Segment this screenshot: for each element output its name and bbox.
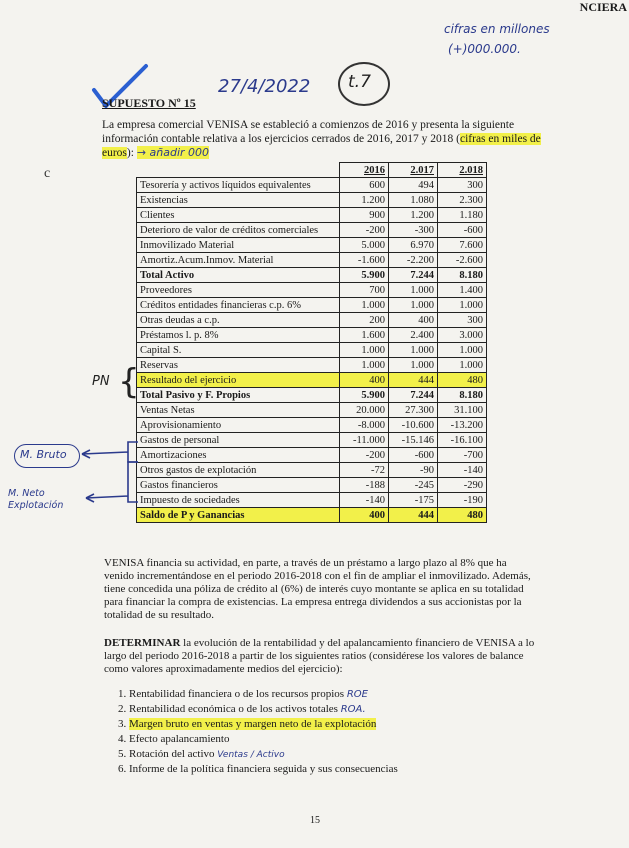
row-value: -600 <box>389 448 438 463</box>
question-number: 3. <box>118 718 127 730</box>
row-value: 1.400 <box>438 283 487 298</box>
row-value: 1.000 <box>438 343 487 358</box>
table-row <box>137 238 487 253</box>
intro-paragraph <box>102 118 542 160</box>
row-label: Clientes <box>137 208 340 223</box>
row-value: 7.600 <box>438 238 487 253</box>
row-value: 1.200 <box>389 208 438 223</box>
row-value: 1.000 <box>340 358 389 373</box>
row-value: -72 <box>340 463 389 478</box>
question-text: Efecto apalancamiento <box>129 733 230 745</box>
row-value: 1.080 <box>389 193 438 208</box>
brace-mark: { <box>118 362 140 402</box>
row-label: Amortizaciones <box>137 448 340 463</box>
row-label: Inmovilizado Material <box>137 238 340 253</box>
financial-table <box>136 162 487 523</box>
rotacion-note: Ventas / Activo <box>217 750 285 760</box>
row-label: Total Activo <box>137 268 340 283</box>
table-row <box>137 388 487 403</box>
table-row <box>137 433 487 448</box>
row-label: Tesorería y activos líquidos equivalentes <box>137 178 340 193</box>
row-value: 444 <box>389 373 438 388</box>
row-value: 480 <box>438 373 487 388</box>
row-label: Ventas Netas <box>137 403 340 418</box>
row-value: -245 <box>389 478 438 493</box>
margen-neto-note: M. Neto Explotación <box>8 488 64 511</box>
determinar-text: la evolución de la rentabilidad y del apalancamiento financiero de VENISA a lo largo del periodo 2016-2018 a partir de los siguientes ratios (considérese los valores de balance como valores aproximadamente medios del ejercicio): <box>104 637 535 675</box>
handwritten-date: 27/4/2022 <box>218 76 311 97</box>
row-value: 1.000 <box>389 343 438 358</box>
row-label: Gastos financieros <box>137 478 340 493</box>
row-value: 2.400 <box>389 328 438 343</box>
row-value: 1.000 <box>438 358 487 373</box>
row-value: 400 <box>340 508 389 523</box>
question-text: Rentabilidad económica o de los activos totales <box>129 703 338 715</box>
row-value: 8.180 <box>438 388 487 403</box>
row-value: -90 <box>389 463 438 478</box>
question-text: Informe de la política financiera seguida y sus consecuencias <box>129 763 398 775</box>
row-label: Capital S. <box>137 343 340 358</box>
row-value: -15.146 <box>389 433 438 448</box>
table-row <box>137 178 487 193</box>
row-value: 1.000 <box>389 358 438 373</box>
row-label: Total Pasivo y F. Propios <box>137 388 340 403</box>
row-label: Aprovisionamiento <box>137 418 340 433</box>
question-text: Margen bruto en ventas y margen neto de la explotación <box>129 718 377 730</box>
roe-note: ROE <box>346 689 368 700</box>
row-value: 300 <box>438 178 487 193</box>
row-value: 5.900 <box>340 388 389 403</box>
margen-bruto-note: M. Bruto <box>20 448 67 461</box>
table-row <box>137 358 487 373</box>
row-value: 27.300 <box>389 403 438 418</box>
row-value: 1.180 <box>438 208 487 223</box>
row-value: 200 <box>340 313 389 328</box>
paragraph-financing: VENISA financia su actividad, en parte, a través de un préstamo a largo plazo al 8% que ha venido incrementándose en el periodo 2016-2018 con el fin de ampliar el inmovilizado. Además, tiene concedida una póliza de crédito al (6%) de interés cuyo montante se aplica en su totalidad para financiar la compra de existencias. La empresa entrega dividendos a sus accionistas por la totalidad de su resultado. <box>104 557 531 621</box>
row-value: 1.000 <box>389 283 438 298</box>
row-value: -16.100 <box>438 433 487 448</box>
row-value: 1.600 <box>340 328 389 343</box>
row-label: Otros gastos de explotación <box>137 463 340 478</box>
margin-mark: c <box>44 166 51 181</box>
table-row <box>137 223 487 238</box>
table-header-2017: 2.017 <box>389 163 438 178</box>
table-row <box>137 208 487 223</box>
table-header-row <box>137 163 487 178</box>
row-value: -2.200 <box>389 253 438 268</box>
row-value: -175 <box>389 493 438 508</box>
row-value: 444 <box>389 508 438 523</box>
table-row <box>137 298 487 313</box>
row-value: -188 <box>340 478 389 493</box>
bracket-arrows <box>78 440 140 528</box>
row-value: 494 <box>389 178 438 193</box>
row-value: 400 <box>389 313 438 328</box>
row-value: 900 <box>340 208 389 223</box>
table-header-2016: 2016 <box>340 163 389 178</box>
question-3 <box>118 718 398 733</box>
row-value: 20.000 <box>340 403 389 418</box>
intro-text-1: La empresa comercial VENISA se estableció a comienzos de 2016 y presenta la siguiente información contable relativa a los ejercicios cerrados de 2016, 2017 y 2018 ( <box>102 119 515 145</box>
row-value: 6.970 <box>389 238 438 253</box>
table-row <box>137 508 487 523</box>
row-label: Deterioro de valor de créditos comerciales <box>137 223 340 238</box>
row-value: 1.000 <box>438 298 487 313</box>
table-row <box>137 373 487 388</box>
row-value: 7.244 <box>389 268 438 283</box>
row-value: -10.600 <box>389 418 438 433</box>
table-row <box>137 478 487 493</box>
page-number: 15 <box>310 815 320 826</box>
row-value: -190 <box>438 493 487 508</box>
row-value: -200 <box>340 448 389 463</box>
row-value: 3.000 <box>438 328 487 343</box>
row-value: 300 <box>438 313 487 328</box>
question-number: 4. <box>118 733 127 745</box>
question-text: Rentabilidad financiera o de los recursos propios <box>129 688 345 700</box>
table-row <box>137 493 487 508</box>
row-label: Resultado del ejercicio <box>137 373 340 388</box>
question-2 <box>118 703 398 718</box>
note-cifras-millones: cifras en millones <box>444 22 550 36</box>
row-value: -11.000 <box>340 433 389 448</box>
paragraph-determinar <box>104 637 536 676</box>
question-number: 5. <box>118 748 127 760</box>
row-value: -1.600 <box>340 253 389 268</box>
row-value: 1.200 <box>340 193 389 208</box>
row-value: 1.000 <box>340 343 389 358</box>
row-value: 700 <box>340 283 389 298</box>
question-number: 1. <box>118 688 127 700</box>
table-row <box>137 463 487 478</box>
questions-list <box>118 688 398 778</box>
question-number: 2. <box>118 703 127 715</box>
row-value: -700 <box>438 448 487 463</box>
row-label: Otras deudas a c.p. <box>137 313 340 328</box>
exercise-title: SUPUESTO Nº 15 <box>102 96 196 110</box>
row-value: 1.000 <box>340 298 389 313</box>
table-row <box>137 253 487 268</box>
table-header-2018: 2.018 <box>438 163 487 178</box>
row-label: Préstamos l. p. 8% <box>137 328 340 343</box>
table-row <box>137 193 487 208</box>
row-value: -2.600 <box>438 253 487 268</box>
row-label: Créditos entidades financieras c.p. 6% <box>137 298 340 313</box>
row-label: Impuesto de sociedades <box>137 493 340 508</box>
question-5 <box>118 748 398 763</box>
row-value: -300 <box>389 223 438 238</box>
row-label: Saldo de P y Ganancias <box>137 508 340 523</box>
intro-highlight: cifras en miles de euros <box>102 133 541 159</box>
pn-label: PN <box>92 374 110 389</box>
row-value: 7.244 <box>389 388 438 403</box>
row-label: Gastos de personal <box>137 433 340 448</box>
row-value: 5.900 <box>340 268 389 283</box>
row-value: 1.000 <box>389 298 438 313</box>
row-value: 5.000 <box>340 238 389 253</box>
roa-note: ROA. <box>340 704 366 715</box>
determinar-lead: DETERMINAR <box>104 637 181 649</box>
row-value: 400 <box>340 373 389 388</box>
table-row <box>137 268 487 283</box>
corner-heading-fragment: NCIERA <box>579 0 627 14</box>
question-text: Rotación del activo <box>129 748 215 760</box>
row-label: Proveedores <box>137 283 340 298</box>
row-value: -140 <box>340 493 389 508</box>
row-value: 31.100 <box>438 403 487 418</box>
row-value: 480 <box>438 508 487 523</box>
row-value: 8.180 <box>438 268 487 283</box>
row-label: Existencias <box>137 193 340 208</box>
question-6 <box>118 763 398 778</box>
table-row <box>137 313 487 328</box>
table-row <box>137 328 487 343</box>
table-header-blank <box>137 163 340 178</box>
circle-label: t.7 <box>348 72 371 92</box>
row-value: -13.200 <box>438 418 487 433</box>
table-row <box>137 403 487 418</box>
row-value: -8.000 <box>340 418 389 433</box>
row-value: -600 <box>438 223 487 238</box>
row-label: Amortiz.Acum.Inmov. Material <box>137 253 340 268</box>
row-value: -140 <box>438 463 487 478</box>
table-row <box>137 343 487 358</box>
intro-text-2: ): <box>126 147 134 159</box>
note-zeros: (+)000.000. <box>448 42 521 56</box>
table-row <box>137 448 487 463</box>
table-row <box>137 283 487 298</box>
row-value: -200 <box>340 223 389 238</box>
row-value: -290 <box>438 478 487 493</box>
table-row <box>137 418 487 433</box>
question-1 <box>118 688 398 703</box>
question-number: 6. <box>118 763 127 775</box>
question-4 <box>118 733 398 748</box>
intro-handnote: → añadir 000 <box>136 146 210 159</box>
row-value: 600 <box>340 178 389 193</box>
row-value: 2.300 <box>438 193 487 208</box>
row-label: Reservas <box>137 358 340 373</box>
